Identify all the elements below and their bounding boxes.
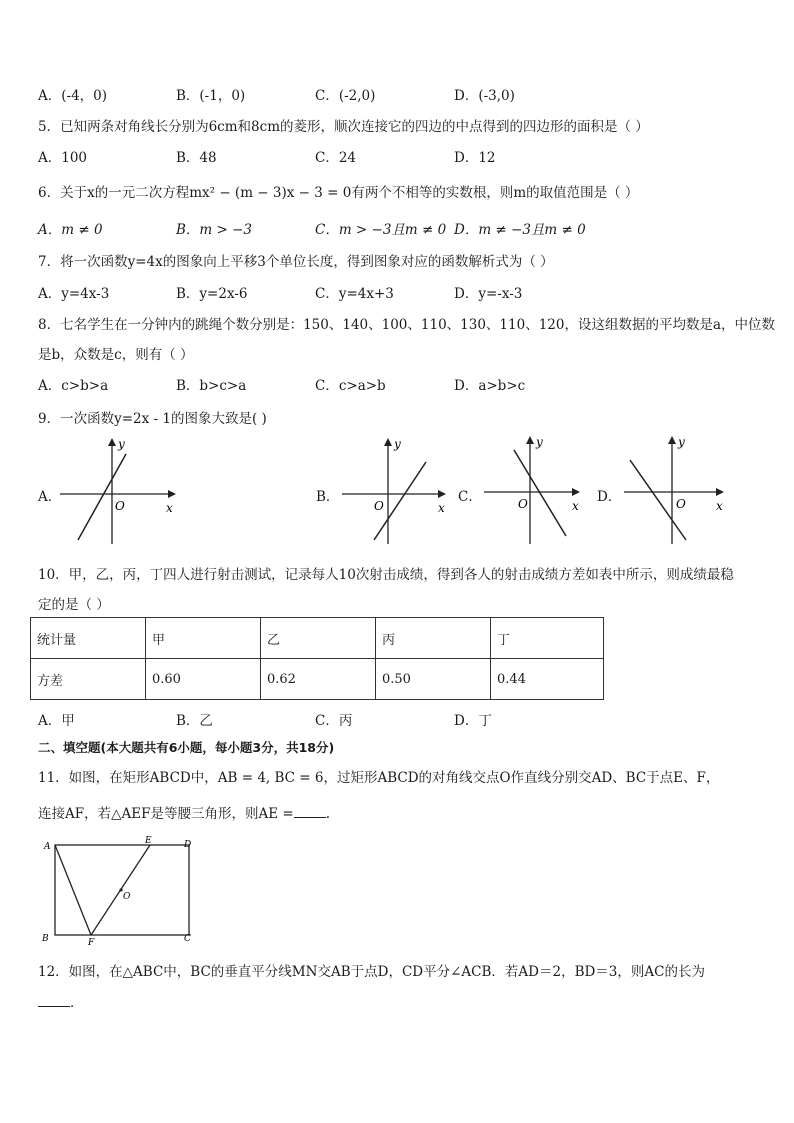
q7-option-d[interactable]: D．y=-x-3 bbox=[454, 286, 523, 302]
q5-options bbox=[38, 146, 758, 164]
q8-option-d[interactable]: D．a>b>c bbox=[454, 378, 526, 394]
q6-option-a[interactable]: A．m ≠ 0 bbox=[38, 222, 103, 238]
table-cell: 方差 bbox=[31, 659, 146, 700]
q9-label-b[interactable]: B． bbox=[316, 489, 340, 505]
q4-option-b[interactable]: B．(-1，0) bbox=[176, 88, 246, 104]
rectangle-figure bbox=[40, 835, 200, 947]
q11-stem-line2 bbox=[38, 802, 330, 822]
q8-option-a[interactable]: A．c>b>a bbox=[38, 378, 109, 394]
label-c: C bbox=[184, 934, 191, 944]
table-cell: 0.60 bbox=[146, 659, 261, 700]
q12-stem-line2 bbox=[38, 991, 84, 1011]
q9-stem: 9．一次函数y=2x - 1的图象大致是( ) bbox=[38, 411, 267, 427]
q11-answer-blank[interactable] bbox=[294, 805, 326, 818]
q11-stem-end-period: . bbox=[325, 806, 330, 822]
q7-stem: 7．将一次函数y=4x的图象向上平移3个单位长度，得到图象对应的函数解析式为（ ） bbox=[38, 254, 554, 270]
table-row bbox=[31, 659, 604, 700]
q9-b-origin-label: O bbox=[374, 499, 384, 513]
q5-option-c[interactable]: C．24 bbox=[315, 150, 357, 166]
q7-option-c[interactable]: C．y=4x+3 bbox=[315, 286, 394, 302]
q9-c-origin-label: O bbox=[518, 497, 528, 511]
q9-b-x-label: x bbox=[438, 501, 445, 515]
label-f: F bbox=[88, 938, 95, 947]
q5-option-a[interactable]: A．100 bbox=[38, 150, 88, 166]
table-cell: 0.50 bbox=[376, 659, 491, 700]
q8-stem-line1: 8．七名学生在一分钟内的跳绳个数分别是：150、140、100、110、130、110、120，设这组数据的平均数是a，中位数 bbox=[38, 317, 776, 333]
q10-option-d[interactable]: D．丁 bbox=[454, 713, 492, 729]
q8-option-c[interactable]: C．c>a>b bbox=[315, 378, 386, 394]
q9-a-y-label: y bbox=[118, 437, 125, 451]
q9-b-y-label: y bbox=[394, 437, 401, 451]
q12-answer-blank[interactable] bbox=[38, 994, 70, 1007]
table-cell: 甲 bbox=[146, 618, 261, 659]
q12-stem-line1: 12．如图，在△ABC中，BC的垂直平分线MN交AB于点D，CD平分∠ACB．若AD＝2，BD＝3，则AC的长为 bbox=[38, 964, 705, 980]
q6-stem: 6．关于x的一元二次方程mx² − (m − 3)x − 3 = 0有两个不相等的实数根，则m的取值范围是（ ） bbox=[38, 185, 639, 201]
q10-stem-line2: 定的是（ ） bbox=[38, 597, 110, 613]
label-o: O bbox=[123, 892, 131, 902]
table-cell: 0.62 bbox=[261, 659, 376, 700]
q7-option-a[interactable]: A．y=4x-3 bbox=[38, 286, 110, 302]
q9-label-c[interactable]: C． bbox=[458, 489, 482, 505]
label-a: A bbox=[44, 842, 51, 852]
label-e: E bbox=[145, 836, 152, 846]
q10-stem-line1: 10．甲，乙，丙，丁四人进行射击测试，记录每人10次射击成绩，得到各人的射击成绩方差如表中所示，则成绩最稳 bbox=[38, 567, 734, 583]
table-cell: 0.44 bbox=[491, 659, 604, 700]
q12-stem-end-period: ． bbox=[70, 995, 84, 1011]
q9-c-y-label: y bbox=[536, 435, 543, 449]
q9-a-x-label: x bbox=[166, 501, 173, 515]
table-cell: 乙 bbox=[261, 618, 376, 659]
table-cell: 丙 bbox=[376, 618, 491, 659]
q4-option-c[interactable]: C．(-2,0) bbox=[315, 88, 376, 104]
q8-option-b[interactable]: B．b>c>a bbox=[176, 378, 247, 394]
q9-graph-a[interactable] bbox=[60, 436, 180, 546]
q4-option-d[interactable]: D．(-3,0) bbox=[454, 88, 515, 104]
q5-stem: 5．已知两条对角线长分别为6cm和8cm的菱形，顺次连接它的四边的中点得到的四边形的面积是（ ） bbox=[38, 119, 649, 135]
table-row bbox=[31, 618, 604, 659]
q7-option-b[interactable]: B．y=2x-6 bbox=[176, 286, 248, 302]
variance-table bbox=[30, 617, 604, 700]
q6-option-d[interactable]: D．m ≠ −3且m ≠ 0 bbox=[454, 222, 586, 238]
q9-d-y-label: y bbox=[678, 435, 685, 449]
q11-stem-text: 连接AF，若△AEF是等腰三角形，则AE = bbox=[38, 806, 294, 822]
q6-options bbox=[38, 218, 758, 236]
q4-options bbox=[38, 84, 758, 102]
q8-options bbox=[38, 374, 758, 392]
q10-option-c[interactable]: C．丙 bbox=[315, 713, 353, 729]
q9-graph-c[interactable] bbox=[480, 432, 590, 546]
q7-options bbox=[38, 282, 758, 300]
q9-c-x-label: x bbox=[572, 499, 579, 513]
q9-a-origin-label: O bbox=[115, 499, 125, 513]
label-d: D bbox=[184, 840, 192, 850]
q10-option-a[interactable]: A．甲 bbox=[38, 713, 75, 729]
q9-d-origin-label: O bbox=[676, 497, 686, 511]
q9-label-d[interactable]: D． bbox=[597, 489, 622, 505]
table-cell: 丁 bbox=[491, 618, 604, 659]
q10-options bbox=[38, 709, 758, 727]
q6-option-b[interactable]: B．m > −3 bbox=[176, 222, 253, 238]
section-title: 二、填空题(本大题共有6小题，每小题3分，共18分) bbox=[38, 740, 335, 755]
q5-option-b[interactable]: B．48 bbox=[176, 150, 217, 166]
q4-option-a[interactable]: A．(-4，0) bbox=[38, 88, 108, 104]
q9-graph-b[interactable] bbox=[338, 436, 458, 546]
table-cell: 统计量 bbox=[31, 618, 146, 659]
q9-d-x-label: x bbox=[716, 499, 723, 513]
q11-stem-line1: 11．如图，在矩形ABCD中，AB = 4, BC = 6，过矩形ABCD的对角线交点O作直线分别交AD、BC于点E、F， bbox=[38, 770, 720, 786]
q9-label-a[interactable]: A． bbox=[38, 489, 62, 505]
q9-graph-d[interactable] bbox=[620, 432, 738, 546]
q6-option-c[interactable]: C．m > −3且m ≠ 0 bbox=[315, 222, 447, 238]
q10-option-b[interactable]: B．乙 bbox=[176, 713, 213, 729]
q5-option-d[interactable]: D．12 bbox=[454, 150, 496, 166]
label-b: B bbox=[42, 934, 49, 944]
q8-stem-line2: 是b，众数是c，则有（ ） bbox=[38, 347, 194, 363]
